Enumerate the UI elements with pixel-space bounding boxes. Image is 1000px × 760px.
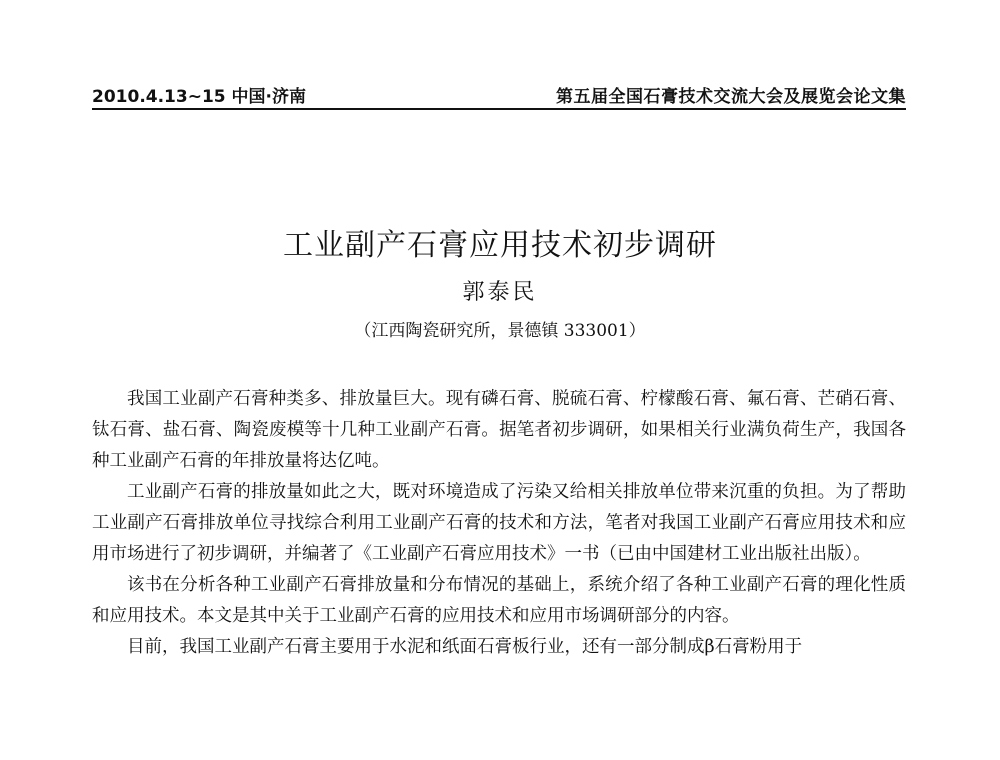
running-header bbox=[92, 80, 906, 110]
paragraph-4: 目前，我国工业副产石膏主要用于水泥和纸面石膏板行业，还有一部分制成β石膏粉用于 bbox=[127, 637, 803, 657]
author-affiliation: （江西陶瓷研究所，景德镇 333001） bbox=[354, 321, 646, 341]
paper-title: 工业副产石膏应用技术初步调研 bbox=[283, 228, 717, 263]
conference-date-location: 2010.4.13~15 中国·济南 bbox=[92, 87, 306, 107]
title-block bbox=[0, 226, 1000, 344]
paragraph-1: 我国工业副产石膏种类多、排放量巨大。现有磷石膏、脱硫石膏、柠檬酸石膏、氟石膏、芒硝石膏、钛石膏、盐石膏、陶瓷废模等十几种工业副产石膏。据笔者初步调研，如果相关行业满负荷生产，我国各种工业副产石膏的年排放量将达亿吨。 bbox=[92, 389, 906, 471]
paragraph-3: 该书在分析各种工业副产石膏排放量和分布情况的基础上，系统介绍了各种工业副产石膏的理化性质和应用技术。本文是其中关于工业副产石膏的应用技术和应用市场调研部分的内容。 bbox=[92, 575, 906, 626]
proceedings-title: 第五届全国石膏技术交流大会及展览会论文集 bbox=[556, 87, 906, 107]
body-text bbox=[92, 384, 906, 663]
paragraph-2: 工业副产石膏的排放量如此之大，既对环境造成了污染又给相关排放单位带来沉重的负担。为了帮助工业副产石膏排放单位寻找综合利用工业副产石膏的技术和方法，笔者对我国工业副产石膏应用技术和应用市场进行了初步调研，并编著了《工业副产石膏应用技术》一书（已由中国建材工业出版社出版）。 bbox=[92, 482, 906, 564]
author-name: 郭泰民 bbox=[462, 280, 538, 305]
